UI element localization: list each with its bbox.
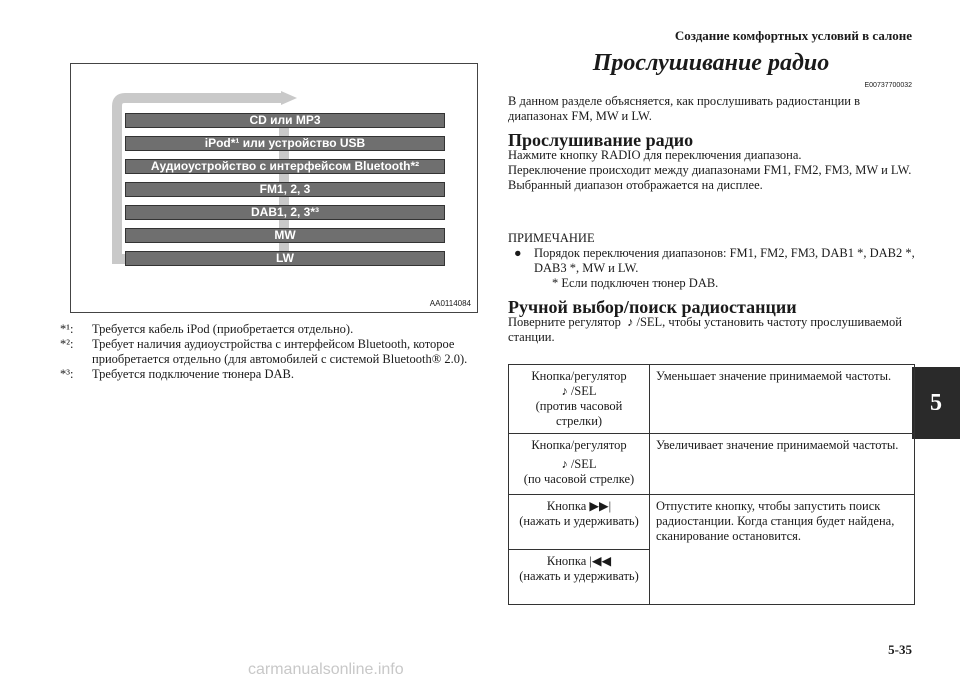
- paragraph: Выбранный диапазон отображается на дисплее.: [508, 178, 763, 192]
- footnote-text: Требуется кабель iPod (приобретается отдельно).: [92, 322, 354, 336]
- figure-code: AA0114084: [429, 299, 471, 308]
- section-header: Создание комфортных условий в салоне: [674, 28, 912, 43]
- band-item-fm: FM1, 2, 3: [125, 182, 445, 197]
- footnote-mark: *²:: [60, 337, 74, 351]
- chapter-tab: 5: [912, 367, 960, 439]
- note-subtext: * Если подключен тюнер DAB.: [552, 276, 719, 290]
- watermark: carmanualsonline.info: [248, 661, 404, 678]
- page-title: Прослушивание радио: [592, 50, 830, 76]
- note-item: [508, 246, 918, 276]
- table-cell: Кнопка ▶▶| (нажать и удерживать): [509, 495, 650, 550]
- note-text: Порядок переключения диапазонов: FM1, FM2, FM3, DAB1 *, DAB2 *, DAB3 *, MW и LW.: [534, 246, 915, 275]
- paragraph: Поверните регулятор ♪ /SEL, чтобы установить частоту прослушиваемой станции.: [508, 315, 902, 344]
- band-item-cd: CD или MP3: [125, 113, 445, 128]
- table-row: [509, 365, 915, 434]
- table-cell: Увеличивает значение принимаемой частоты.: [650, 434, 915, 495]
- band-item-dab: DAB1, 2, 3*³: [125, 205, 445, 220]
- footnote-mark: *³:: [60, 367, 74, 381]
- note-block: [508, 231, 918, 291]
- table-row: [509, 434, 915, 495]
- intro-paragraph: В данном разделе объясняется, как прослушивать радиостанции в диапазонах FM, MW и LW.: [508, 94, 860, 123]
- footnote-mark: *¹:: [60, 322, 74, 336]
- section-manual-tuning: [508, 297, 918, 345]
- footnote-text: Требует наличия аудиоустройства с интерфейсом Bluetooth, которое приобретается отдельно (для автомобилей с системой Bluetooth® 2.0).: [92, 337, 468, 366]
- paragraph: Переключение происходит между диапазонами FM1, FM2, FM3, MW и LW.: [508, 163, 912, 177]
- note-label: ПРИМЕЧАНИЕ: [508, 231, 595, 245]
- footnotes: [60, 322, 470, 382]
- footnote-text: Требуется подключение тюнера DAB.: [92, 367, 294, 381]
- table-row: [509, 495, 915, 550]
- seek-forward-icon: ▶▶|: [589, 499, 612, 513]
- table-cell: Кнопка/регулятор ♪ /SEL (по часовой стрелке): [509, 434, 650, 495]
- bullet-icon: ●: [514, 246, 522, 260]
- controls-table: [508, 364, 915, 605]
- tune-note-icon: ♪: [561, 457, 571, 471]
- footnote: [60, 322, 470, 337]
- section-code: E00737700032: [864, 82, 912, 89]
- band-item-ipod: iPod*¹ или устройство USB: [125, 136, 445, 151]
- seek-backward-icon: |◀◀: [589, 554, 612, 568]
- tune-note-icon: ♪: [623, 315, 637, 329]
- band-item-mw: MW: [125, 228, 445, 243]
- section-heading: Ручной выбор/поиск радиостанции: [508, 297, 797, 317]
- band-item-bluetooth: Аудиоустройство с интерфейсом Bluetooth*²: [125, 159, 445, 174]
- band-order-diagram: [70, 63, 478, 313]
- footnote: [60, 337, 470, 367]
- table-cell: Кнопка |◀◀ (нажать и удерживать): [509, 550, 650, 605]
- section-listening: [508, 130, 918, 193]
- band-item-lw: LW: [125, 251, 445, 266]
- section-heading: Прослушивание радио: [508, 130, 694, 150]
- table-cell: Кнопка/регулятор ♪ /SEL (против часовой стрелки): [509, 365, 650, 434]
- table-cell: Уменьшает значение принимаемой частоты.: [650, 365, 915, 434]
- footnote: [60, 367, 470, 382]
- paragraph: Нажмите кнопку RADIO для переключения диапазона.: [508, 148, 802, 162]
- tune-note-icon: ♪: [561, 384, 571, 398]
- page-number: 5-35: [888, 642, 912, 657]
- table-cell: Отпустите кнопку, чтобы запустить поиск радиостанции. Когда станция будет найдена, сканирование остановится.: [650, 495, 915, 605]
